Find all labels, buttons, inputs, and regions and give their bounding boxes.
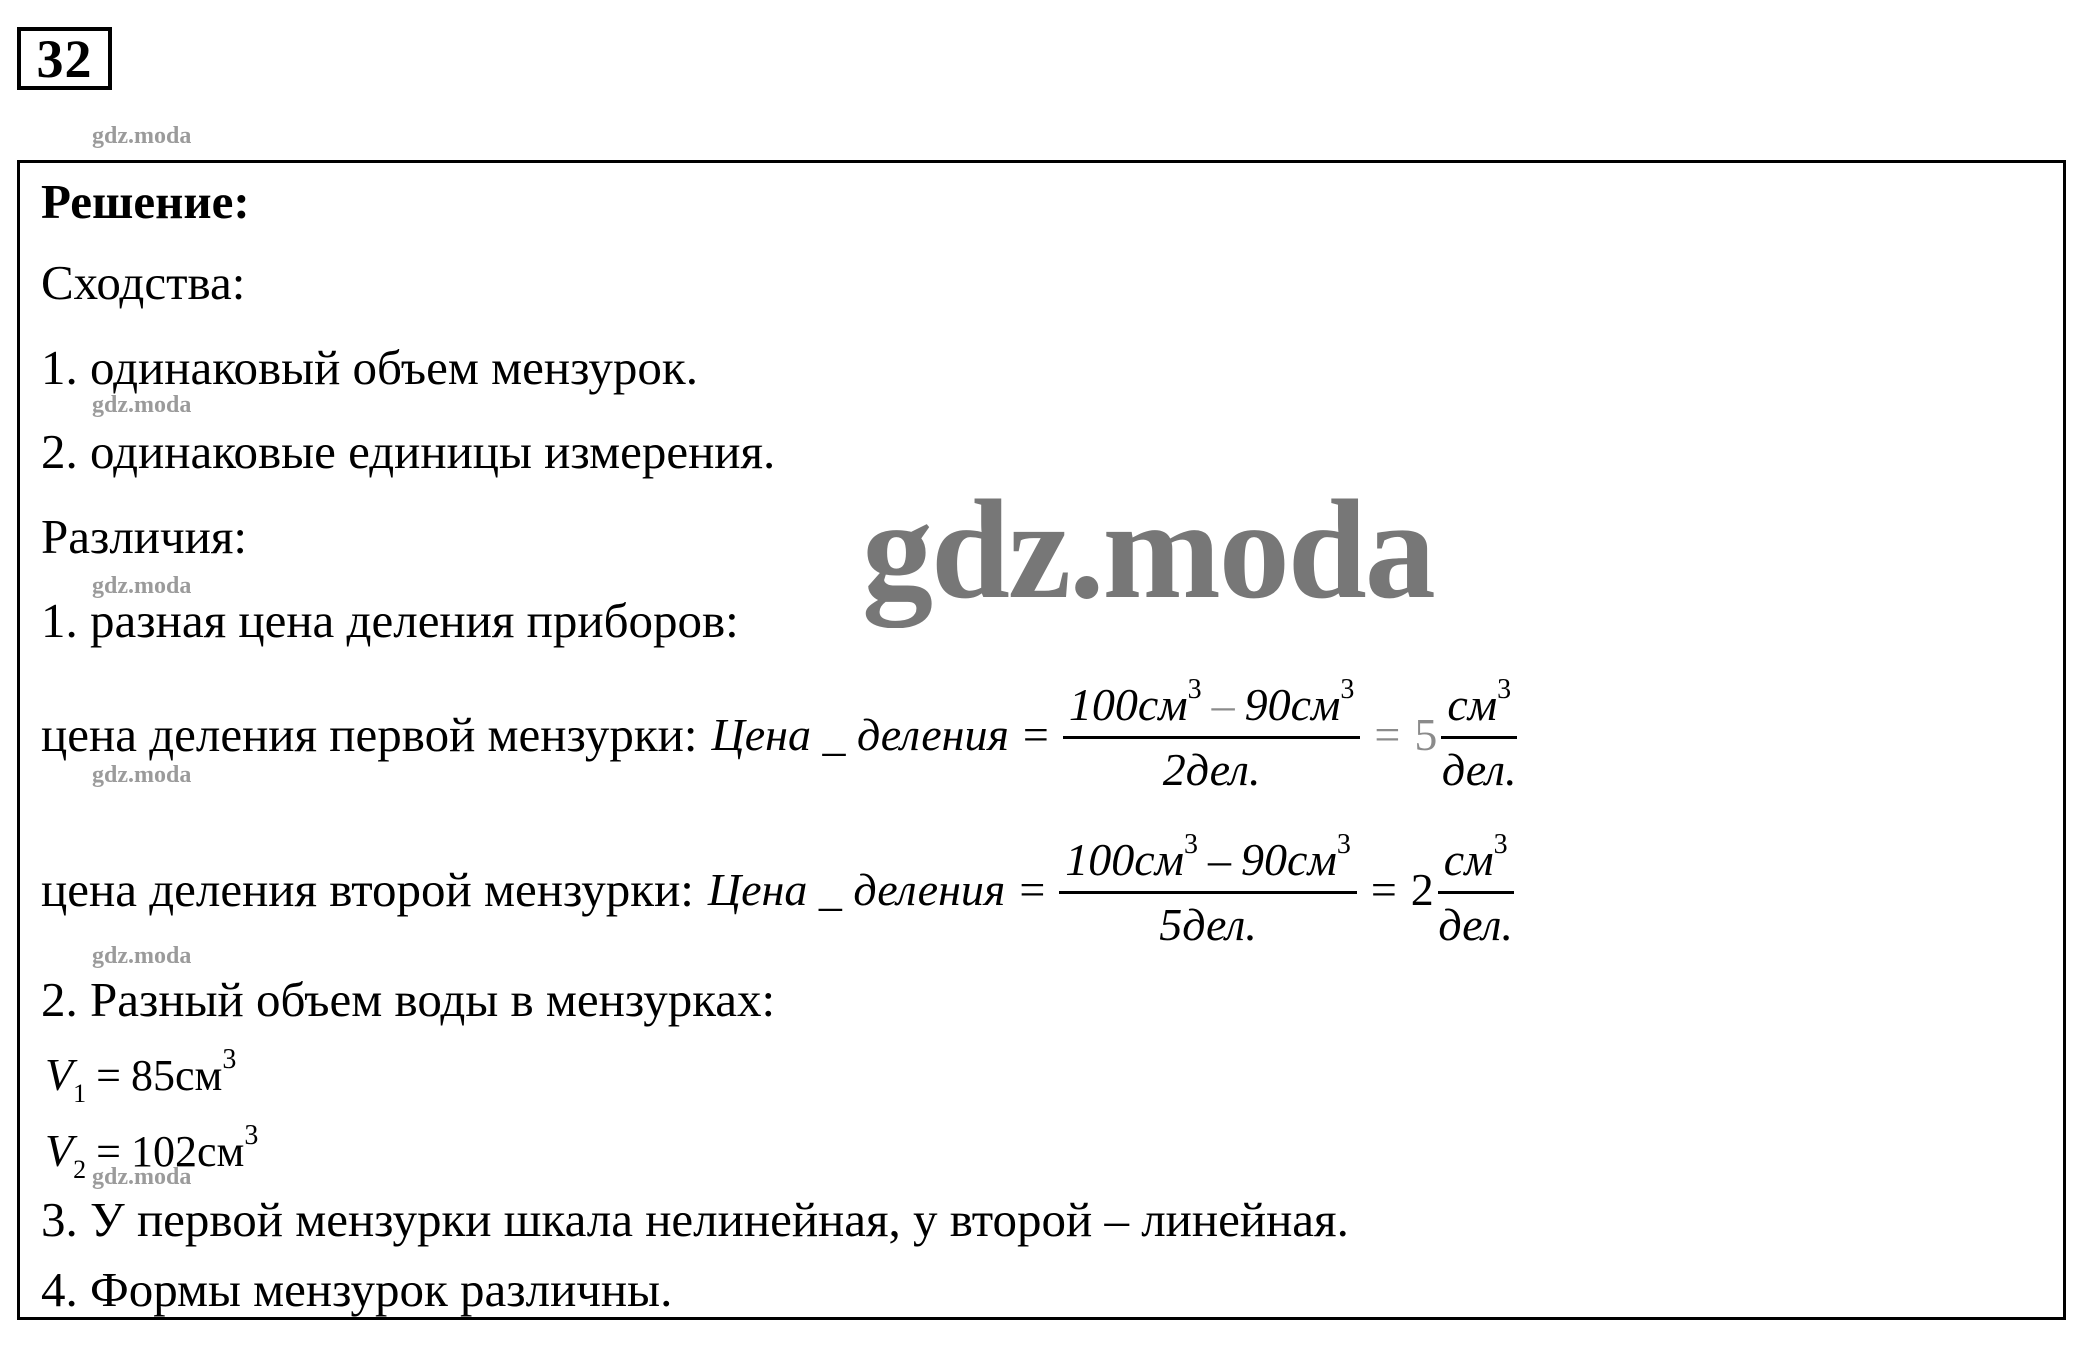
similarities-title: Сходства:	[41, 255, 246, 310]
watermark-5: gdz.moda	[92, 943, 192, 969]
second-eq-sign-2: =	[1370, 863, 1397, 915]
difference-item-4: 4. Формы мензурок различны.	[41, 1262, 673, 1317]
second-unit-numerator: $см^3$	[1438, 831, 1514, 894]
difference-item-3: 3. У первой мензурки шкала нелинейная, у второй – линейная.	[41, 1192, 1349, 1247]
first-result-coef: 5	[1414, 708, 1438, 760]
watermark-6: gdz.moda	[92, 1164, 192, 1190]
first-eq-sign-2: =	[1374, 708, 1401, 760]
second-price-label: цена деления второй мензурки:	[41, 862, 694, 917]
watermark-large: gdz.moda	[862, 470, 1434, 628]
first-fraction-numerator: $100см^3 - 90см^3$	[1063, 676, 1361, 739]
second-result-coef: 2	[1410, 863, 1434, 915]
first-unit-numerator: $см^3$	[1441, 676, 1517, 739]
second-unit-denominator: дел.	[1438, 899, 1513, 950]
watermark-3: gdz.moda	[92, 573, 192, 599]
difference-item-2: 2. Разный объем воды в мензурках:	[41, 972, 776, 1027]
watermark-2: gdz.moda	[92, 392, 192, 418]
solution-heading: Решение:	[41, 174, 250, 229]
second-formula-lhs: Цена _ деления	[707, 863, 1006, 915]
similarity-item-1: 1. одинаковый объем мензурок.	[41, 340, 698, 395]
v2-equation: $V_2 = 102см^3$	[45, 1120, 259, 1184]
first-eq-sign: =	[1022, 708, 1049, 760]
second-result-unit	[1438, 831, 1514, 948]
first-result-unit	[1441, 676, 1517, 793]
task-number-badge: 32	[17, 27, 112, 90]
first-formula-lhs: Цена _ деления	[711, 708, 1009, 760]
second-fraction-denominator: 5дел.	[1159, 899, 1257, 950]
v1-equation: $V_1 = 85см^3$	[45, 1044, 237, 1108]
differences-title: Различия:	[41, 509, 248, 564]
watermark-top: gdz.moda	[92, 123, 192, 149]
second-eq-sign: =	[1019, 863, 1046, 915]
second-fraction	[1059, 831, 1357, 948]
second-fraction-numerator: $100см^3 - 90см^3$	[1059, 831, 1357, 894]
difference-item-1: 1. разная цена деления приборов:	[41, 593, 739, 648]
first-fraction	[1063, 676, 1361, 793]
watermark-4: gdz.moda	[92, 762, 192, 788]
first-unit-denominator: дел.	[1441, 744, 1517, 795]
first-price-label: цена деления первой мензурки:	[41, 707, 698, 762]
first-price-row	[41, 676, 1517, 793]
first-fraction-denominator: 2дел.	[1162, 744, 1261, 795]
similarity-item-2: 2. одинаковые единицы измерения.	[41, 424, 776, 479]
second-price-row	[41, 831, 1514, 948]
